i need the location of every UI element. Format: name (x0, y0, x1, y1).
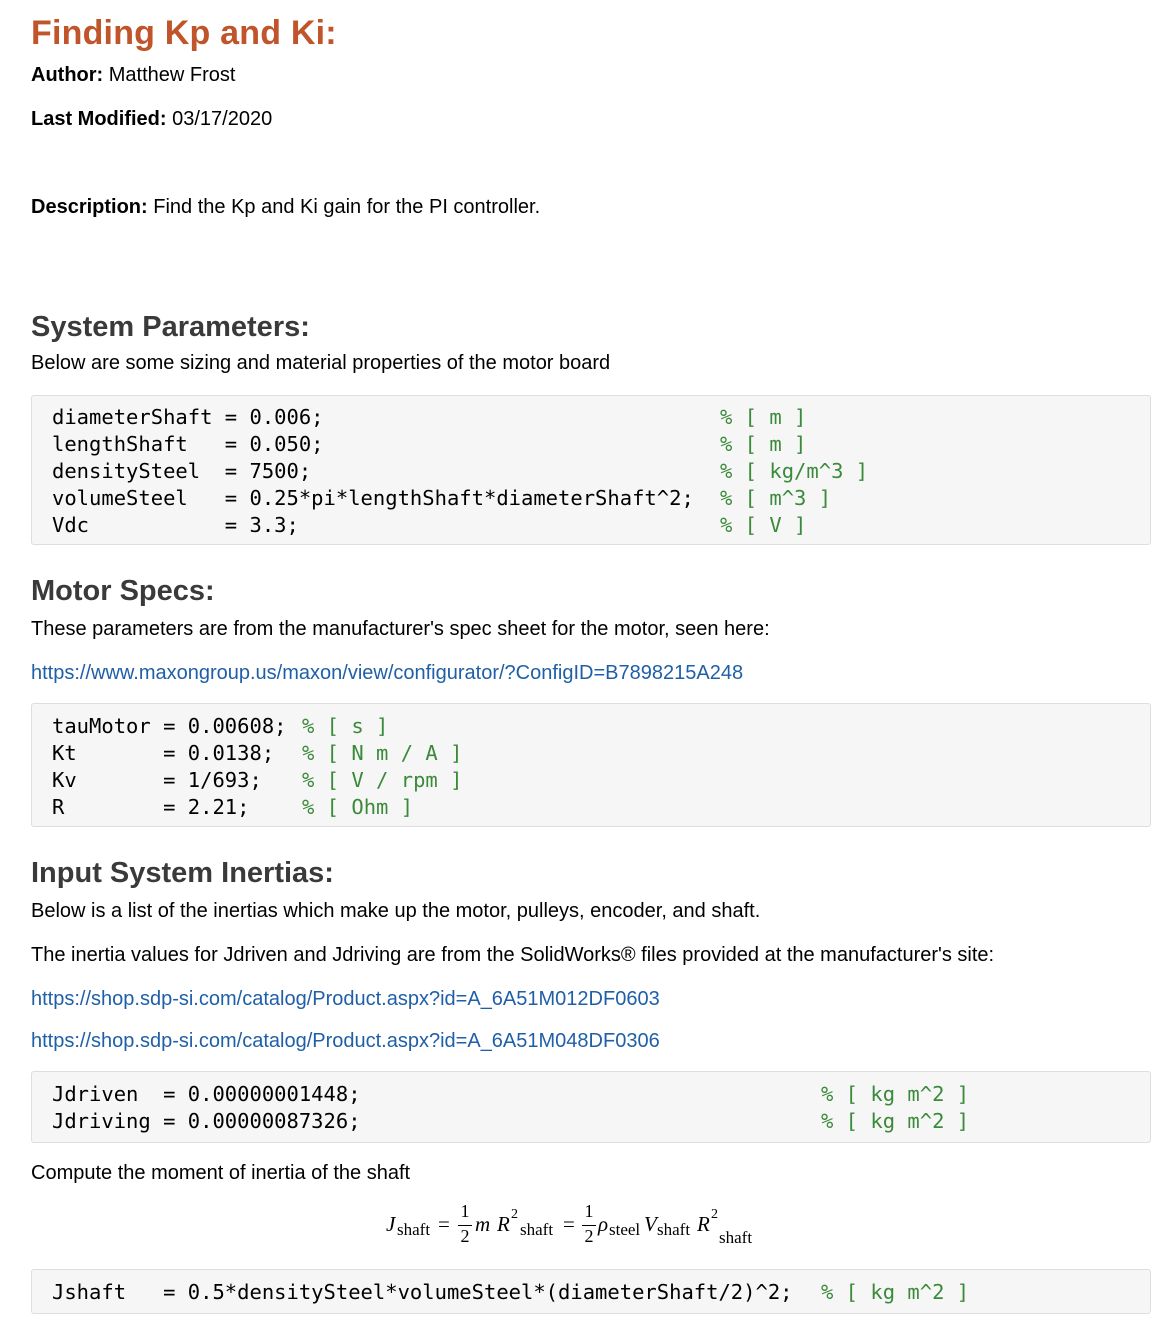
author-label: Author: (31, 64, 104, 86)
eq-m: m (475, 1212, 491, 1236)
eq-r: R (497, 1212, 510, 1236)
code-line: diameterShaft = 0.006; (52, 405, 324, 429)
eq-frac-num: 1 (584, 1201, 594, 1221)
code-comment: % [ kg m^2 ] (821, 1082, 970, 1106)
eq-v: V (644, 1212, 657, 1236)
eq-r: R (697, 1212, 710, 1236)
code-line: Jdriven = 0.00000001448; (52, 1082, 361, 1106)
last-modified-value: 03/17/2020 (172, 108, 273, 130)
page-title: Finding Kp and Ki: (31, 14, 337, 52)
compute-shaft-text: Compute the moment of inertia of the shaft (31, 1162, 411, 1184)
code-comment: % [ m ] (720, 405, 807, 429)
eq-equals: = (563, 1212, 575, 1236)
code-line: tauMotor = 0.00608; (52, 714, 287, 738)
code-line: Jdriving = 0.00000087326; (52, 1109, 361, 1133)
motor-specs-text: These parameters are from the manufacturer's spec sheet for the motor, seen here: (31, 618, 770, 640)
code-line: R = 2.21; (52, 795, 250, 819)
eq-sub-shaft: shaft (520, 1220, 554, 1239)
code-comment: % [ kg/m^3 ] (720, 459, 869, 483)
description-line (31, 196, 540, 219)
code-block-motor-specs (31, 703, 1151, 827)
code-comment: % [ kg m^2 ] (821, 1280, 970, 1304)
eq-sub-shaft: shaft (719, 1228, 753, 1247)
code-line: volumeSteel = 0.25*pi*lengthShaft*diameterShaft^2; (52, 486, 694, 510)
system-parameters-heading: System Parameters: (31, 311, 310, 343)
eq-frac-num: 1 (460, 1201, 470, 1221)
eq-j: J (386, 1212, 396, 1236)
last-modified-line (31, 108, 272, 131)
eq-sub-steel: steel (609, 1220, 641, 1239)
code-comment: % [ kg m^2 ] (821, 1109, 970, 1133)
code-comment: % [ Ohm ] (302, 795, 414, 819)
code-comment: % [ s ] (302, 714, 389, 738)
description-value: Find the Kp and Ki gain for the PI controller. (153, 196, 541, 218)
code-line: Kv = 1/693; (52, 768, 262, 792)
code-comment: % [ N m / A ] (302, 741, 463, 765)
motor-specs-heading: Motor Specs: (31, 575, 215, 607)
author-value: Matthew Frost (108, 64, 236, 86)
last-modified-label: Last Modified: (31, 108, 167, 130)
description-label: Description: (31, 196, 148, 218)
jdriving-source-link[interactable]: https://shop.sdp-si.com/catalog/Product.aspx?id=A_6A51M048DF0306 (31, 1030, 660, 1052)
eq-sup: 2 (711, 1207, 718, 1222)
eq-sub-shaft: shaft (657, 1220, 691, 1239)
system-parameters-text: Below are some sizing and material properties of the motor board (31, 352, 611, 374)
code-line: Vdc = 3.3; (52, 513, 299, 537)
code-comment: % [ V ] (720, 513, 807, 537)
eq-sup: 2 (511, 1207, 518, 1222)
code-line: Kt = 0.0138; (52, 741, 275, 765)
shaft-inertia-equation (386, 1201, 766, 1254)
code-comment: % [ m ] (720, 432, 807, 456)
author-line (31, 64, 235, 87)
code-line: Jshaft = 0.5*densitySteel*volumeSteel*(diameterShaft/2)^2; (52, 1280, 793, 1304)
inertias-heading: Input System Inertias: (31, 857, 334, 889)
eq-frac-den: 2 (584, 1226, 594, 1246)
jdriven-source-link[interactable]: https://shop.sdp-si.com/catalog/Product.aspx?id=A_6A51M012DF0603 (31, 988, 660, 1010)
code-block-system-parameters (31, 395, 1151, 545)
inertias-source-text: The inertia values for Jdriven and Jdriving are from the SolidWorks® files provided at the manufacturer's site: (31, 944, 995, 966)
code-line: lengthShaft = 0.050; (52, 432, 324, 456)
eq-equals: = (438, 1212, 450, 1236)
code-block-inertias (31, 1071, 1151, 1143)
maxon-configurator-link[interactable]: https://www.maxongroup.us/maxon/view/configurator/?ConfigID=B7898215A248 (31, 662, 744, 684)
eq-frac-den: 2 (460, 1226, 470, 1246)
eq-sub-shaft: shaft (397, 1220, 431, 1239)
inertias-text: Below is a list of the inertias which make up the motor, pulleys, encoder, and shaft. (31, 900, 761, 922)
code-comment: % [ V / rpm ] (302, 768, 463, 792)
code-comment: % [ m^3 ] (720, 486, 832, 510)
code-block-jshaft (31, 1269, 1151, 1314)
eq-rho: ρ (598, 1212, 609, 1236)
code-line: densitySteel = 7500; (52, 459, 312, 483)
